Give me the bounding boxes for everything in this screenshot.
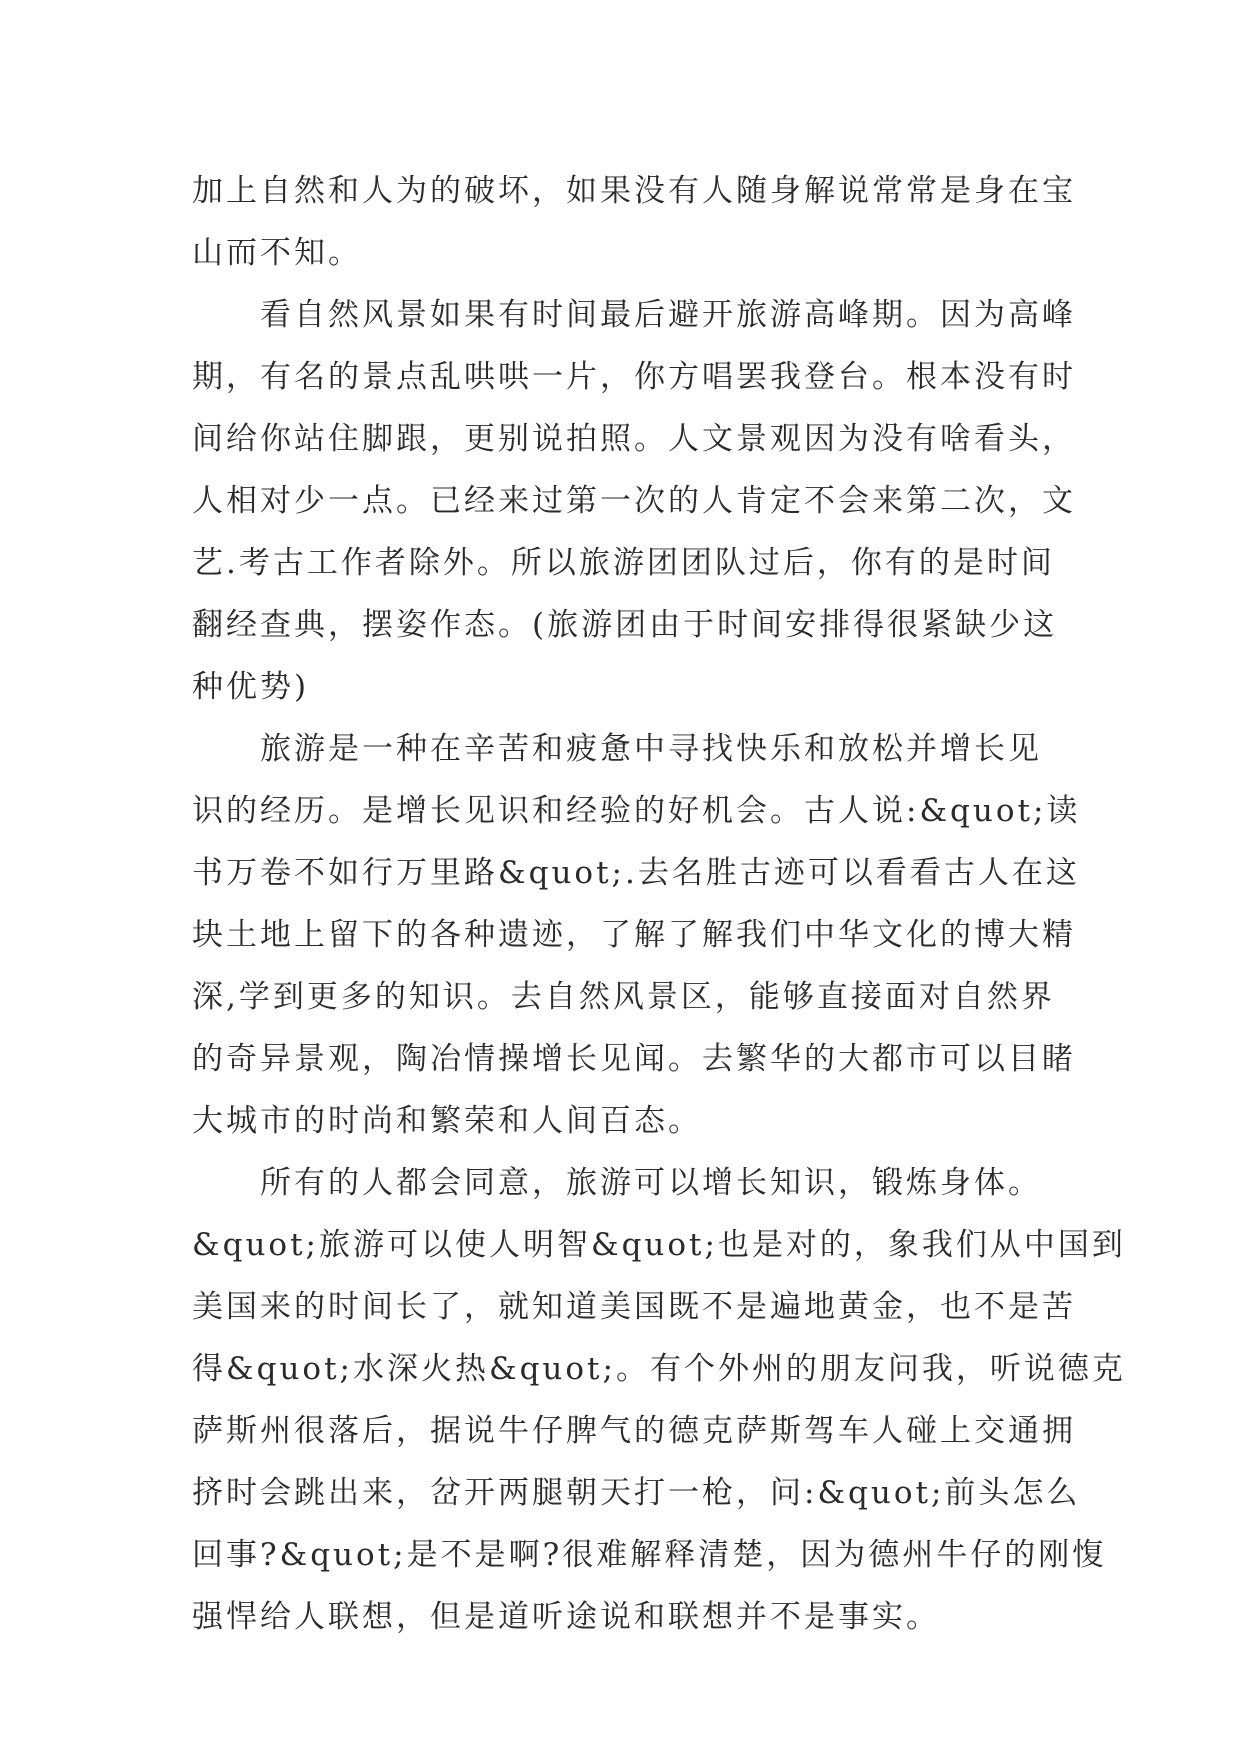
text-line: &quot;旅游可以使人明智&quot;也是对的，象我们从中国到 [192, 1227, 1126, 1263]
text-line: 人相对少一点。已经来过第一次的人肯定不会来第二次，文 [192, 483, 1076, 519]
text-line: 强悍给人联想，但是道听途说和联想并不是事实。 [192, 1599, 940, 1635]
text-line: 山而不知。 [192, 235, 362, 271]
text-line: 回事?&quot;是不是啊?很难解释清楚，因为德州牛仔的刚愎 [192, 1537, 1107, 1573]
text-line: 萨斯州很落后，据说牛仔脾气的德克萨斯驾车人碰上交通拥 [192, 1413, 1076, 1449]
text-line: 得&quot;水深火热&quot;。有个外州的朋友问我，听说德克 [192, 1351, 1126, 1387]
text-line: 书万卷不如行万里路&quot;.去名胜古迹可以看看古人在这 [192, 855, 1080, 891]
text-line: 美国来的时间长了，就知道美国既不是遍地黄金，也不是苦 [192, 1289, 1076, 1325]
text-line: 艺.考古工作者除外。所以旅游团团队过后，你有的是时间 [192, 545, 1055, 581]
text-line: 种优势) [192, 669, 310, 705]
text-line: 加上自然和人为的破坏，如果没有人随身解说常常是身在宝 [192, 173, 1076, 209]
text-line: 的奇异景观，陶冶情操增长见闻。去繁华的大都市可以目睹 [192, 1041, 1076, 1077]
text-line: 块土地上留下的各种遗迹，了解了解我们中华文化的博大精 [192, 917, 1076, 953]
text-line: 间给你站住脚跟，更别说拍照。人文景观因为没有啥看头， [192, 421, 1076, 457]
text-line: 深,学到更多的知识。去自然风景区，能够直接面对自然界 [192, 979, 1055, 1015]
text-line: 识的经历。是增长见识和经验的好机会。古人说:&quot;读 [192, 793, 1081, 829]
text-line: 大城市的时尚和繁荣和人间百态。 [192, 1103, 702, 1139]
body-text [192, 160, 1126, 1648]
text-line: 看自然风景如果有时间最后避开旅游高峰期。因为高峰 [260, 297, 1076, 333]
text-line: 所有的人都会同意，旅游可以增长知识，锻炼身体。 [260, 1165, 1042, 1201]
text-line: 旅游是一种在辛苦和疲惫中寻找快乐和放松并增长见 [260, 731, 1042, 767]
text-line: 挤时会跳出来，岔开两腿朝天打一枪，问:&quot;前头怎么 [192, 1475, 1081, 1511]
text-line: 翻经查典，摆姿作态。(旅游团由于时间安排得很紧缺少这 [192, 607, 1058, 643]
text-line: 期，有名的景点乱哄哄一片，你方唱罢我登台。根本没有时 [192, 359, 1076, 395]
